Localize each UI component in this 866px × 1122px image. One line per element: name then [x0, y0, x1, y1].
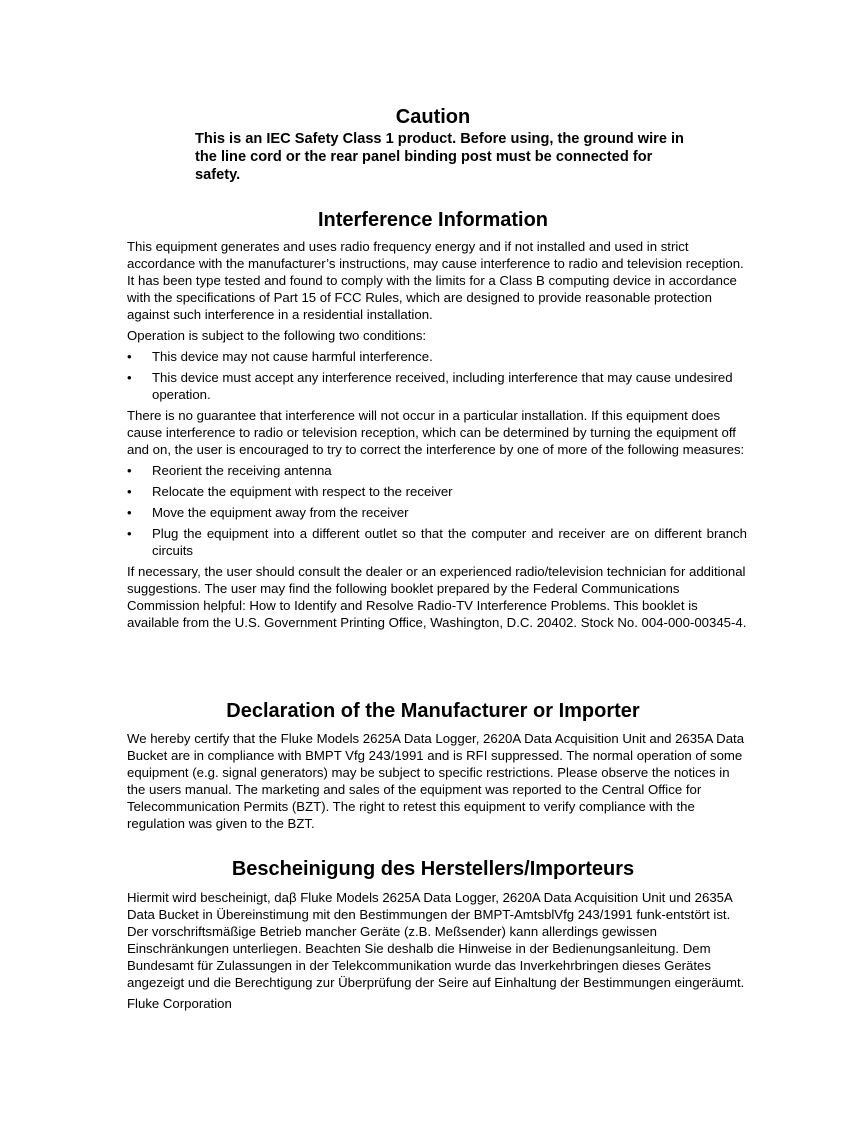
conditions-list	[127, 348, 747, 403]
bescheinigung-paragraph: Hiermit wird bescheinigt, daβ Fluke Models 2625A Data Logger, 2620A Data Acquisition Unit und 2635A Data Bucket in Übereinstimung mit den Bestimmungen der BMPT-AmtsblVfg 243/1991 funk-entstört ist. Der vorschriftsmäßige Betrieb mancher Geräte (z.B. Meßsender) kann allerdings gewissen Einschränkungen unterliegen. Beachten Sie deshalb die Hinweise in der Bedienungsanleitung. Dem Bundesamt für Zulassungen in der Telekcommunikation wurde das Inverkehrbringen dieses Gerätes angezeigt und die Berechtigung zur Überprüfung der Seire auf Einhaltung der Bestimmungen eingeräumt.	[127, 890, 745, 990]
list-item: • Move the equipment away from the receiver	[127, 505, 409, 520]
list-item: • Plug the equipment into a different outlet so that the computer and receiver are on different branch circuits	[127, 526, 747, 558]
signature: Fluke Corporation	[127, 996, 232, 1011]
bullet-icon: •	[127, 505, 132, 520]
interference-section	[127, 238, 747, 631]
interference-title: Interference Information	[317, 209, 549, 231]
interference-paragraph-3: There is no guarantee that interference will not occur in a particular installation. If this equipment does cause interference to radio or television reception, which can be determined by turning the equipment off and on, the user is encouraged to try to correct the interference by one of more of the following measures:	[127, 408, 745, 457]
caution-title: Caution	[395, 106, 471, 128]
bullet-icon: •	[127, 463, 132, 478]
declaration-title: Declaration of the Manufacturer or Importer	[226, 700, 640, 722]
declaration-section	[127, 730, 747, 832]
interference-paragraph-4: If necessary, the user should consult the dealer or an experienced radio/television technician for additional suggestions. The user may find the following booklet prepared by the Federal Communications Commission helpful: How to Identify and Resolve Radio-TV Interference Problems. This booklet is available from the U.S. Government Printing Office, Washington, D.C. 20402. Stock No. 004-000-00345-4.	[127, 564, 747, 630]
interference-paragraph-2: Operation is subject to the following two conditions:	[127, 328, 427, 343]
bullet-icon: •	[127, 484, 132, 499]
caution-text: This is an IEC Safety Class 1 product. Before using, the ground wire in the line cord or the rear panel binding post must be connected for safety.	[195, 131, 684, 183]
declaration-paragraph: We hereby certify that the Fluke Models 2625A Data Logger, 2620A Data Acquisition Unit and 2635A Data Bucket are in compliance with BMPT Vfg 243/1991 and is RFI suppressed. The normal operation of some equipment (e.g. signal generators) may be subject to specific restrictions. Please observe the notices in the users manual. The marketing and sales of the equipment was reported to the Central Office for Telecommunication Permits (BZT). The right to retest this equipment to verify compliance with the regulation was given to the BZT.	[127, 731, 745, 831]
bescheinigung-title: Bescheinigung des Herstellers/Importeurs	[231, 858, 635, 880]
bullet-icon: •	[127, 370, 132, 385]
bescheinigung-section	[127, 889, 747, 1012]
list-item: • This device may not cause harmful interference.	[127, 349, 433, 364]
list-item: • This device must accept any interference received, including interference that may cause undesired operation.	[127, 370, 733, 402]
bullet-icon: •	[127, 526, 132, 541]
list-item: • Relocate the equipment with respect to the receiver	[127, 484, 453, 499]
list-item: • Reorient the receiving antenna	[127, 463, 332, 478]
interference-paragraph-1: This equipment generates and uses radio frequency energy and if not installed and used in strict accordance with the manufacturer’s instructions, may cause interference to radio and television reception. It has been type tested and found to comply with the limits for a Class B computing device in accordance with the specifications of Part 15 of FCC Rules, which are designed to provide reasonable protection against such interference in a residential installation.	[127, 239, 744, 322]
bullet-icon: •	[127, 349, 132, 364]
measures-list	[127, 462, 747, 559]
